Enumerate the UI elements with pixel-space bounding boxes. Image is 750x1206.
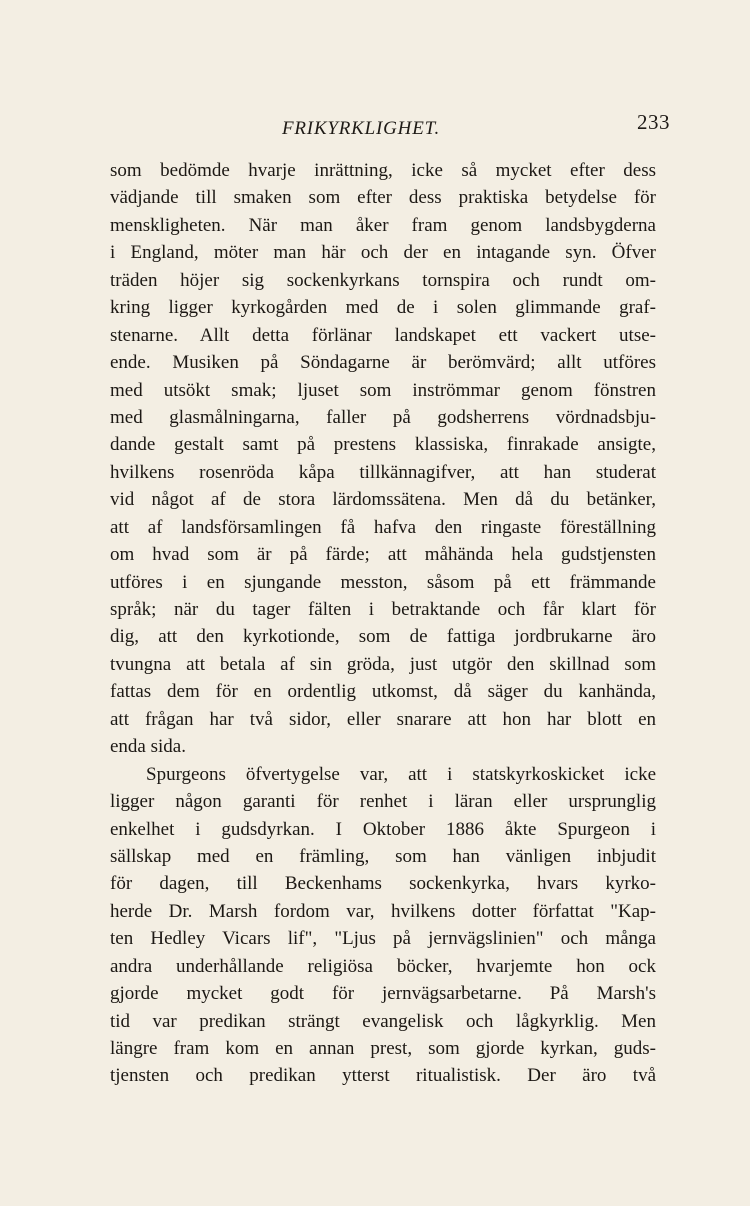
page-number: 233 [637, 110, 670, 134]
text-line: kring ligger kyrkogården med de i solen glimmande graf- [110, 297, 656, 319]
text-line: gjorde mycket godt för jernvägsarbetarne. På Marsh's [110, 983, 656, 1005]
text-line: dande gestalt samt på prestens klassiska, finrakade ansigte, [110, 434, 656, 456]
body-text [110, 157, 656, 1090]
text-line: för dagen, till Beckenhams sockenkyrka, hvars kyrko- [110, 873, 656, 895]
text-line: i England, möter man här och der en intagande syn. Öfver [110, 242, 656, 264]
text-line: vid något af de stora lärdomssätena. Men då du betänker, [110, 489, 656, 511]
text-line: tvungna att betala af sin gröda, just utgör den skillnad som [110, 653, 656, 675]
text-line: vädjande till smaken som efter dess praktiska betydelse för [110, 187, 656, 209]
text-line: om hvad som är på färde; att måhända hela gudstjensten [110, 544, 656, 566]
text-line: ten Hedley Vicars lif", "Ljus på jernvägslinien" och många [110, 928, 656, 950]
paragraph-start-line: Spurgeons öfvertygelse var, att i statskyrkoskicket icke [146, 763, 656, 785]
text-line: att frågan har två sidor, eller snarare att hon har blott en [110, 708, 656, 730]
page-header [110, 110, 670, 144]
text-line: att af landsförsamlingen få hafva den ringaste föreställning [110, 516, 656, 538]
text-line: fattas dem för en ordentlig utkomst, då säger du kanhända, [110, 681, 656, 703]
text-line: hvilkens rosenröda kåpa tillkännagifver, att han studerat [110, 461, 656, 483]
text-line: ende. Musiken på Söndagarne är berömvärd; allt utföres [110, 352, 656, 374]
text-line: ligger någon garanti för renhet i läran eller ursprunglig [110, 791, 656, 813]
text-line: som bedömde hvarje inrättning, icke så mycket efter dess [110, 160, 656, 181]
text-line: tid var predikan strängt evangelisk och lågkyrklig. Men [110, 1010, 656, 1032]
text-line: dig, att den kyrkotionde, som de fattiga jordbrukarne äro [110, 626, 656, 648]
text-line: stenarne. Allt detta förlänar landskapet ett vackert utse- [110, 324, 656, 346]
paragraph-end-line: enda sida. [110, 736, 186, 758]
text-line: utföres i en sjungande messton, såsom på ett främmande [110, 571, 656, 593]
text-line: träden höjer sig sockenkyrkans tornspira och rundt om- [110, 269, 656, 291]
text-line: sällskap med en främling, som han vänligen inbjudit [110, 845, 656, 867]
text-line: språk; när du tager fälten i betraktande och får klart för [110, 599, 656, 620]
text-line: andra underhållande religiösa böcker, hvarjemte hon ock [110, 955, 656, 977]
running-title: FRIKYRKLIGHET. [282, 118, 441, 139]
text-line: med glasmålningarna, faller på godsherrens vördnadsbju- [110, 406, 656, 428]
text-line: herde Dr. Marsh fordom var, hvilkens dotter författat "Kap- [110, 900, 656, 922]
text-line: tjensten och predikan ytterst ritualistisk. Der äro två [110, 1065, 656, 1087]
text-line: enkelhet i gudsdyrkan. I Oktober 1886 åkte Spurgeon i [110, 818, 656, 840]
text-line: med utsökt smak; ljuset som inströmmar genom fönstren [110, 379, 656, 401]
text-line: längre fram kom en annan prest, som gjorde kyrkan, guds- [110, 1038, 656, 1059]
text-line: menskligheten. När man åker fram genom landsbygderna [110, 214, 656, 236]
